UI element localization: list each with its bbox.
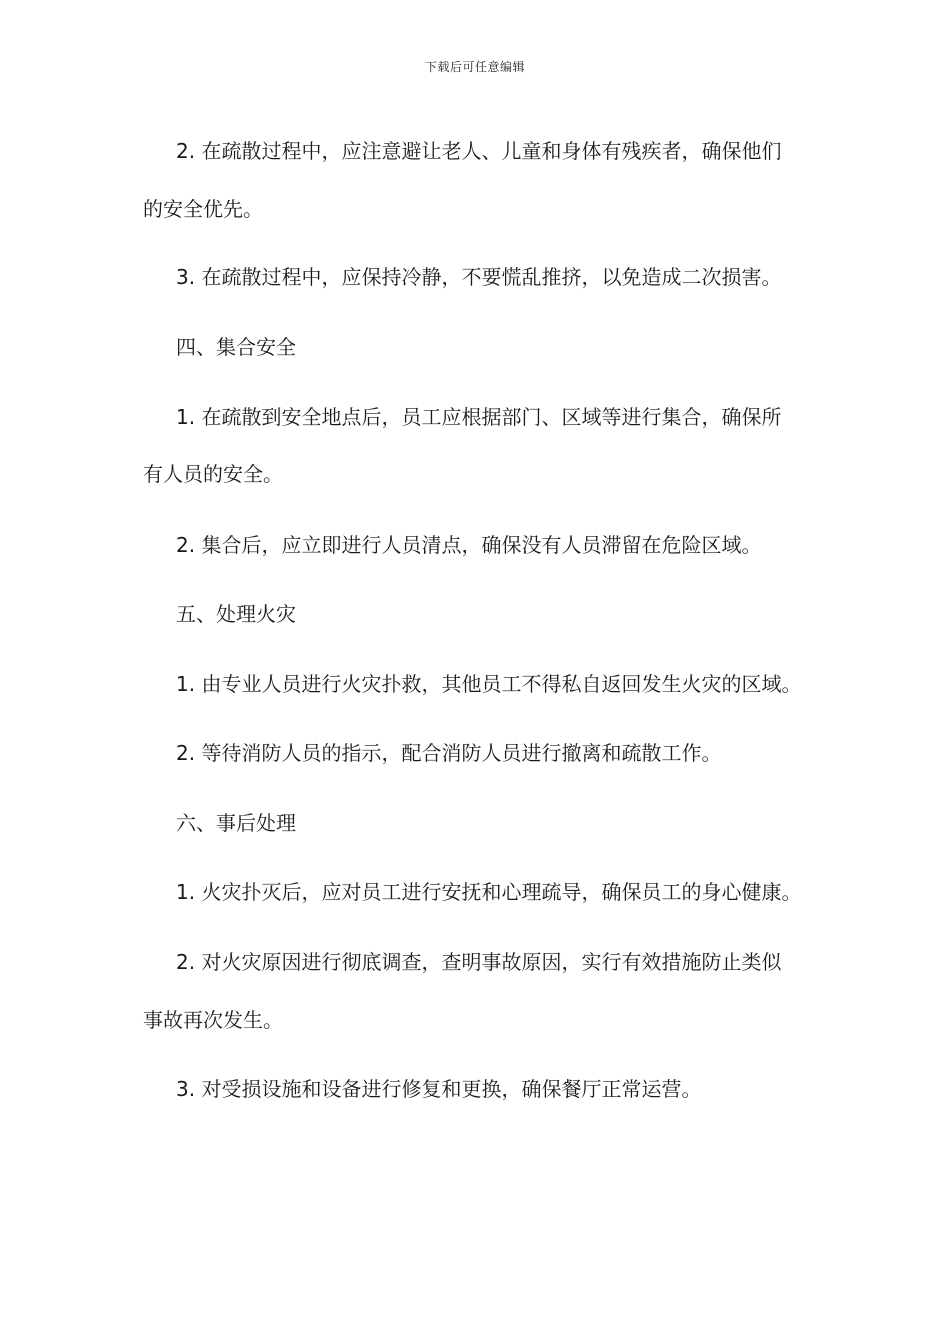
section-heading: 六、事后处理 <box>176 811 296 835</box>
paragraph-line: 有人员的安全。 <box>143 462 283 486</box>
paragraph-line: 1. 由专业人员进行火灾扑救，其他员工不得私自返回发生火灾的区域。 <box>176 672 802 696</box>
paragraph-line: 3. 在疏散过程中，应保持冷静，不要慌乱推挤，以免造成二次损害。 <box>176 265 782 289</box>
paragraph-line: 1. 在疏散到安全地点后，员工应根据部门、区域等进行集合，确保所 <box>176 405 782 429</box>
paragraph-line: 1. 火灾扑灭后，应对员工进行安抚和心理疏导，确保员工的身心健康。 <box>176 880 802 904</box>
paragraph-line: 2. 等待消防人员的指示，配合消防人员进行撤离和疏散工作。 <box>176 741 722 765</box>
paragraph-line: 2. 在疏散过程中，应注意避让老人、儿童和身体有残疾者，确保他们 <box>176 139 782 163</box>
paragraph-line: 2. 对火灾原因进行彻底调查，查明事故原因，实行有效措施防止类似 <box>176 950 782 974</box>
section-heading: 五、处理火灾 <box>176 602 296 626</box>
paragraph-line: 的安全优先。 <box>143 197 263 221</box>
section-heading: 四、集合安全 <box>176 335 296 359</box>
paragraph-line: 3. 对受损设施和设备进行修复和更换，确保餐厅正常运营。 <box>176 1077 702 1101</box>
page-header: 下载后可任意编辑 <box>424 60 525 74</box>
paragraph-line: 2. 集合后，应立即进行人员清点，确保没有人员滞留在危险区域。 <box>176 533 762 557</box>
paragraph-line: 事故再次发生。 <box>143 1008 283 1032</box>
